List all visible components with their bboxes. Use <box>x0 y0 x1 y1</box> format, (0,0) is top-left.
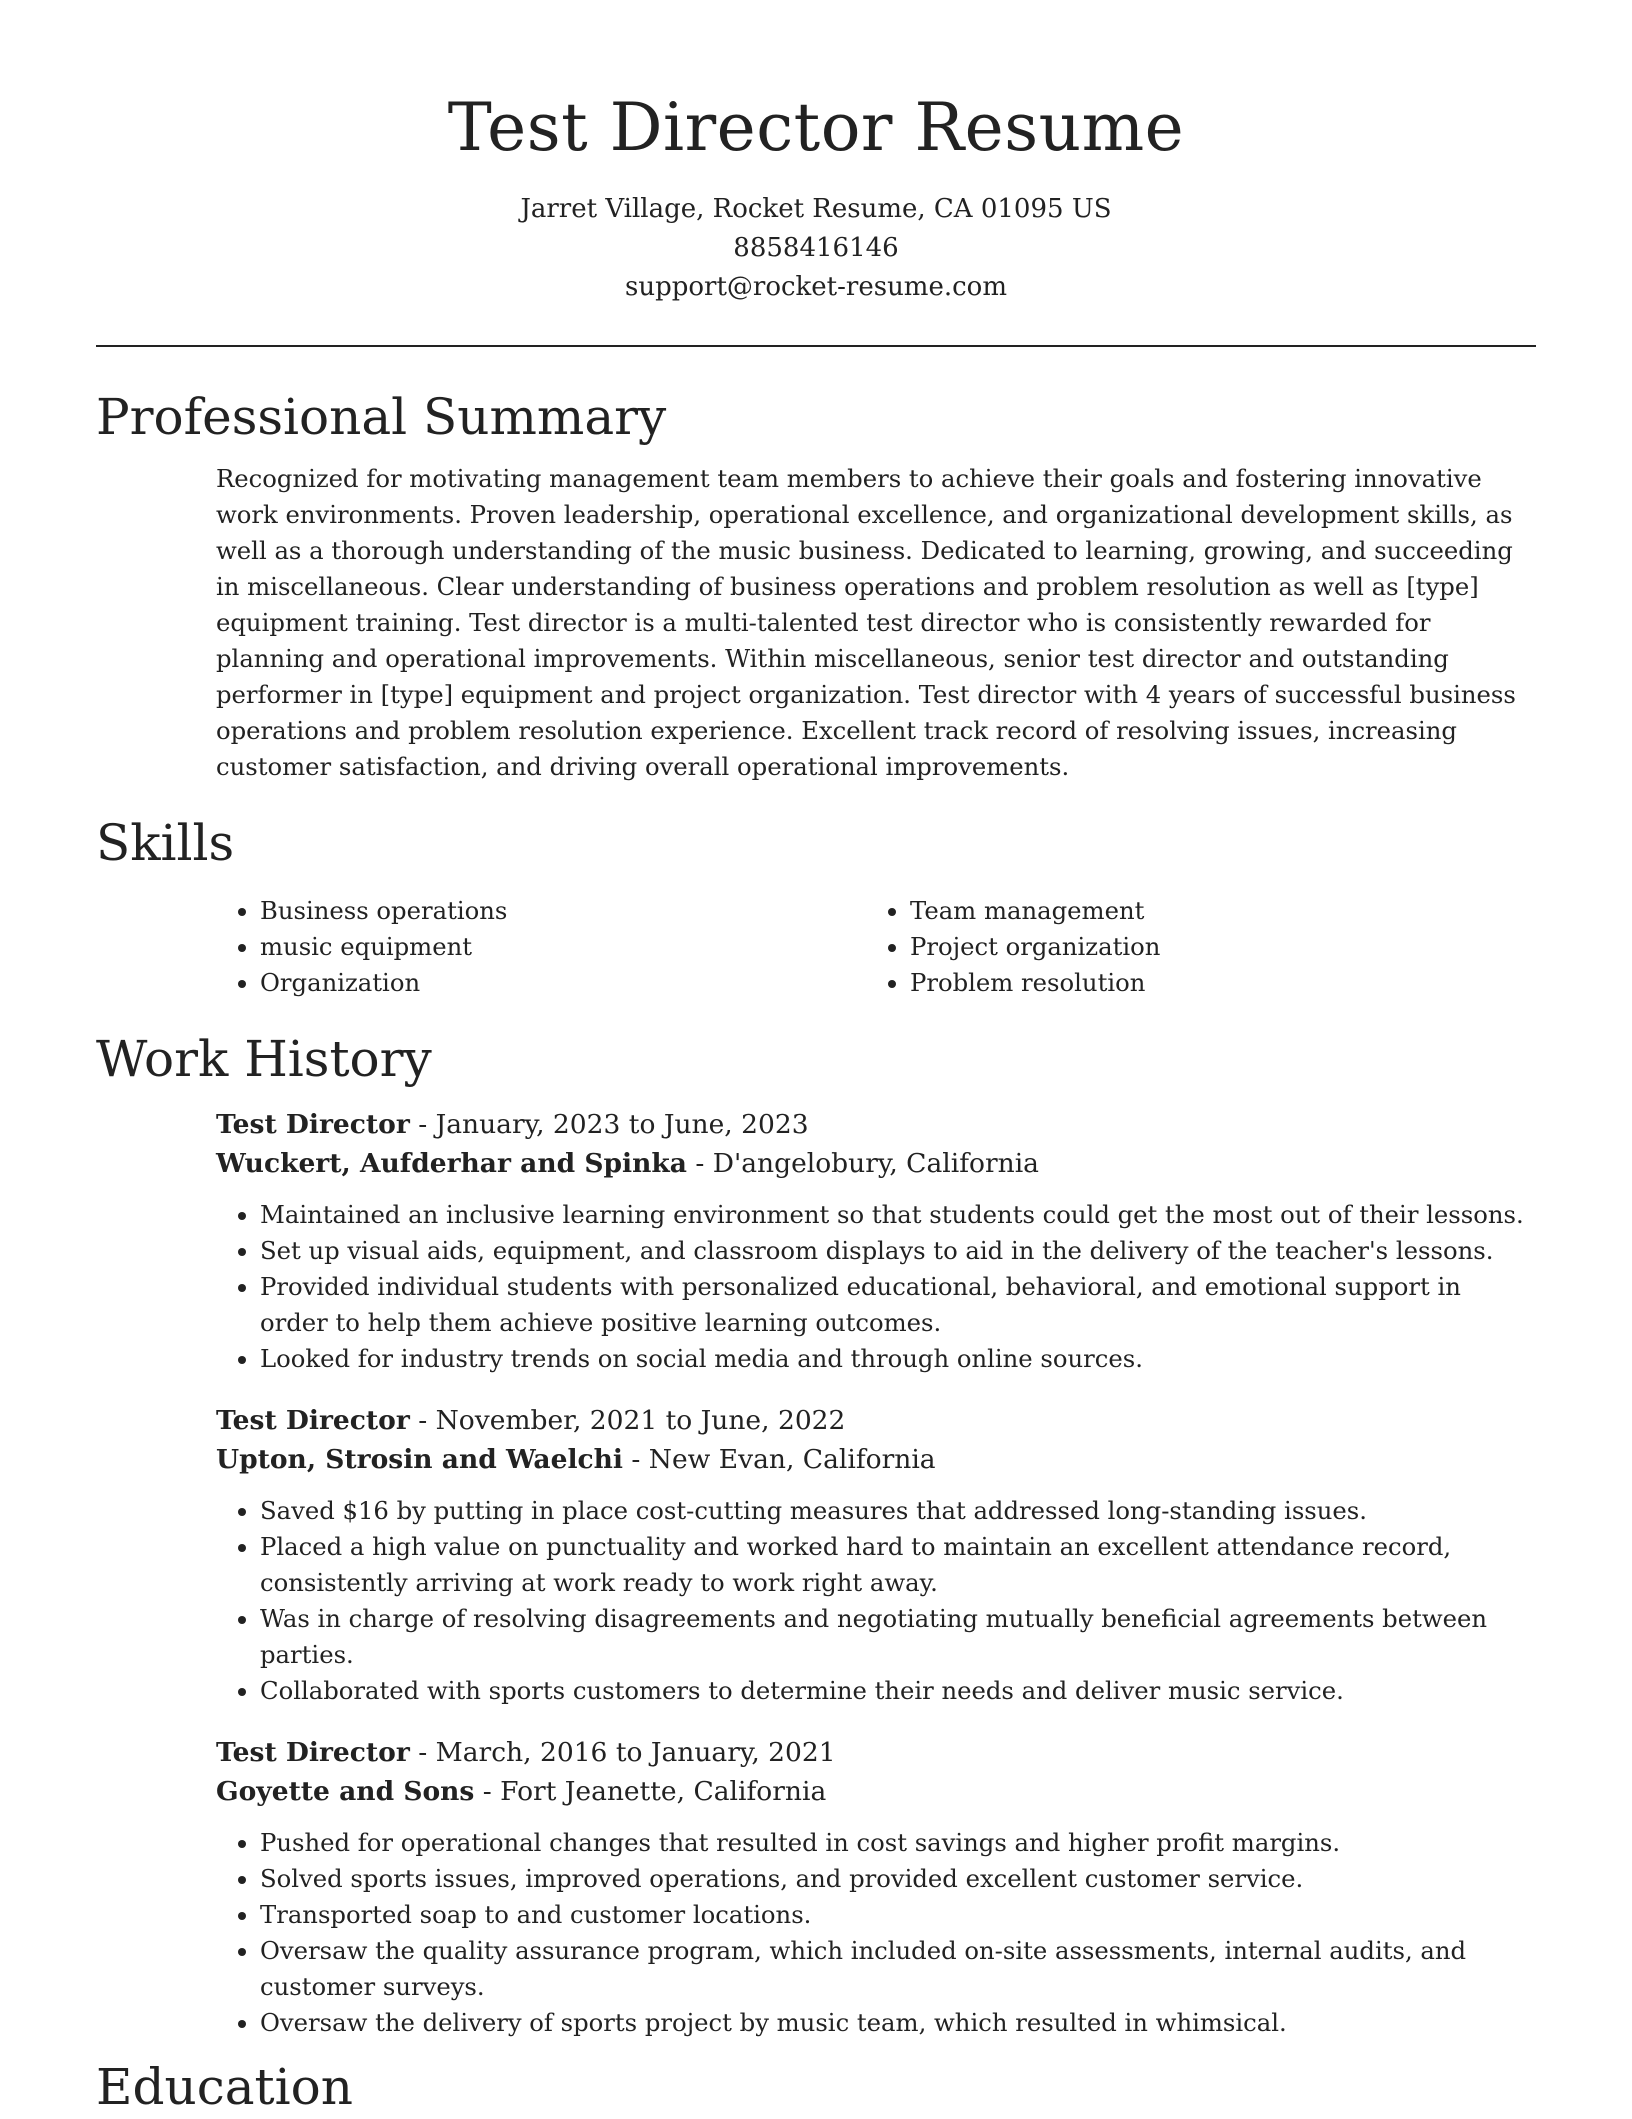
job-dates: - January, 2023 to June, 2023 <box>409 1109 809 1140</box>
skills-column-left <box>216 893 866 1001</box>
job-entry <box>216 1401 1536 1709</box>
job-bullet: • Oversaw the delivery of sports project by music team, which resulted in whimsical. <box>260 2005 1536 2041</box>
skill-item: • Business operations <box>260 893 866 929</box>
skills-heading: Skills <box>96 814 235 872</box>
job-bullet: • Was in charge of resolving disagreements and negotiating mutually beneficial agreements between parties. <box>260 1601 1536 1673</box>
job-bullet: • Looked for industry trends on social media and through online sources. <box>260 1341 1536 1377</box>
job-bullet: • Placed a high value on punctuality and worked hard to maintain an excellent attendance record, consistently arriving at work ready to work right away. <box>260 1529 1536 1601</box>
job-title-line <box>216 1733 1536 1772</box>
summary-section <box>96 385 1536 785</box>
job-role: Test Director <box>216 1109 410 1140</box>
job-company-line <box>216 1440 1536 1479</box>
job-entry <box>216 1105 1536 1377</box>
job-bullet: • Solved sports issues, improved operations, and provided excellent customer service. <box>260 1861 1536 1897</box>
skill-item: • music equipment <box>260 929 866 965</box>
job-bullet: • Set up visual aids, equipment, and classroom displays to aid in the delivery of the teacher's lessons. <box>260 1233 1536 1269</box>
resume-header <box>96 0 1536 307</box>
contact-phone: 8858416146 <box>733 233 899 263</box>
job-dates: - March, 2016 to January, 2021 <box>409 1737 836 1768</box>
job-bullet: • Maintained an inclusive learning environment so that students could get the most out of their lessons. <box>260 1197 1536 1233</box>
job-location: - Fort Jeanette, California <box>474 1776 827 1807</box>
skills-section <box>96 811 1536 1001</box>
skill-item: • Organization <box>260 965 866 1001</box>
skills-list <box>216 893 1536 1001</box>
job-company: Upton, Strosin and Waelchi <box>216 1444 623 1475</box>
education-heading: Education <box>96 2058 353 2116</box>
job-bullet: • Collaborated with sports customers to determine their needs and deliver music service. <box>260 1673 1536 1709</box>
job-bullet: • Saved $16 by putting in place cost-cutting measures that addressed long-standing issues. <box>260 1493 1536 1529</box>
job-bullets <box>216 1493 1536 1709</box>
skills-column-right <box>866 893 1516 1001</box>
job-company: Goyette and Sons <box>216 1776 475 1807</box>
job-bullet: • Transported soap to and customer locations. <box>260 1897 1536 1933</box>
summary-text: Recognized for motivating management team members to achieve their goals and fostering innovative work environments. Proven leadership, operational excellence, and organizational development skills, as well as a thorough understanding of the music business. Dedicated to learning, growing, and succeeding in miscellaneous. Clear understanding of business operations and problem resolution as well as [type] equipment training. Test director is a multi-talented test director who is consistently rewarded for planning and operational improvements. Within miscellaneous, senior test director and outstanding performer in [type] equipment and project organization. Test director with 4 years of successful business operations and problem resolution experience. Excellent track record of resolving issues, increasing customer satisfaction, and driving overall operational improvements. <box>216 464 1516 781</box>
contact-info <box>96 190 1536 307</box>
work-history-section <box>96 1027 1536 2041</box>
job-location: - D'angelobury, California <box>686 1148 1039 1179</box>
job-role: Test Director <box>216 1405 410 1436</box>
contact-address: Jarret Village, Rocket Resume, CA 01095 US <box>520 194 1112 224</box>
job-title-line <box>216 1401 1536 1440</box>
job-company-line <box>216 1772 1536 1811</box>
job-title-line <box>216 1105 1536 1144</box>
job-bullet: • Provided individual students with personalized educational, behavioral, and emotional support in order to help them achieve positive learning outcomes. <box>260 1269 1536 1341</box>
resume-title: Test Director Resume <box>447 89 1185 166</box>
job-company-line <box>216 1144 1536 1183</box>
skill-item: • Project organization <box>910 929 1516 965</box>
header-divider <box>96 345 1536 347</box>
education-section <box>96 2055 1536 2119</box>
job-bullet: • Pushed for operational changes that resulted in cost savings and higher profit margins. <box>260 1825 1536 1861</box>
job-bullets <box>216 1197 1536 1377</box>
job-location: - New Evan, California <box>623 1444 936 1475</box>
job-dates: - November, 2021 to June, 2022 <box>409 1405 846 1436</box>
skill-item: • Team management <box>910 893 1516 929</box>
job-entry <box>216 1733 1536 2041</box>
contact-email: support@rocket-resume.com <box>624 272 1007 302</box>
job-company: Wuckert, Aufderhar and Spinka <box>216 1148 687 1179</box>
skill-item: • Problem resolution <box>910 965 1516 1001</box>
work-history-heading: Work History <box>96 1030 432 1088</box>
summary-heading: Professional Summary <box>96 388 667 446</box>
job-bullet: • Oversaw the quality assurance program, which included on-site assessments, internal audits, and customer surveys. <box>260 1933 1536 2005</box>
resume-page <box>96 0 1536 2119</box>
job-role: Test Director <box>216 1737 410 1768</box>
job-bullets <box>216 1825 1536 2041</box>
